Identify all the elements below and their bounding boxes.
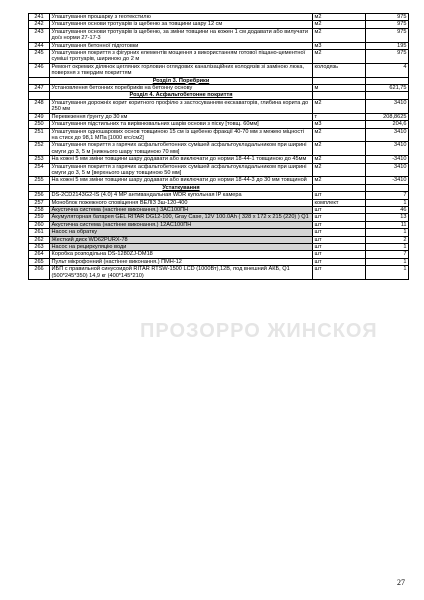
row-number-cell xyxy=(29,184,50,191)
table-row xyxy=(29,192,409,199)
quantity-cell: 975 xyxy=(366,21,409,28)
row-number-cell: 259 xyxy=(29,214,50,221)
unit-cell: м2 xyxy=(313,14,366,21)
row-number-cell: 265 xyxy=(29,258,50,265)
unit-cell xyxy=(313,184,366,191)
quantity-cell: 2 xyxy=(366,236,409,243)
table-row xyxy=(29,121,409,128)
description-cell: DS-2CD2143G2-IS (4.0) 4 MP антивандальная WDR купольная IP камера xyxy=(50,192,313,199)
table-row xyxy=(29,113,409,120)
row-number-cell: 252 xyxy=(29,142,50,156)
table-row xyxy=(29,266,409,280)
section-header-row xyxy=(29,77,409,84)
description-cell: На кожні 5 мм зміни товщини шару додавати або виключати до норми 18-44-3 до 30 мм товщиной xyxy=(50,177,313,184)
quantity-cell: -3410 xyxy=(366,177,409,184)
description-cell: Насос на обратку xyxy=(50,229,313,236)
row-number-cell: 248 xyxy=(29,99,50,113)
row-number-cell: 255 xyxy=(29,177,50,184)
unit-cell: м2 xyxy=(313,99,366,113)
row-number-cell: 260 xyxy=(29,221,50,228)
table-row xyxy=(29,99,409,113)
table-row xyxy=(29,28,409,42)
quantity-cell: 1 xyxy=(366,266,409,280)
quantity-cell: 1 xyxy=(366,199,409,206)
quantity-cell: 46 xyxy=(366,206,409,213)
quantity-cell: 975 xyxy=(366,14,409,21)
unit-cell: шт xyxy=(313,251,366,258)
quantity-cell xyxy=(366,184,409,191)
quantity-cell: 208,8625 xyxy=(366,113,409,120)
estimate-table xyxy=(28,13,409,280)
quantity-cell: 1 xyxy=(366,258,409,265)
unit-cell: м2 xyxy=(313,163,366,177)
quantity-cell: 975 xyxy=(366,50,409,64)
unit-cell: шт xyxy=(313,206,366,213)
unit-cell: колодязь xyxy=(313,63,366,77)
description-cell: Пульт мікрофонний (настінне виконання.) ПМН-12 xyxy=(50,258,313,265)
table-row xyxy=(29,14,409,21)
row-number-cell: 243 xyxy=(29,28,50,42)
description-cell: Улаштування покриття з гарячих асфальтобетонних сумішей асфальтоукладальником при ширині смуги до 3, 5 м [верхнього шару товщиною 50 мм] xyxy=(50,163,313,177)
unit-cell: м3 xyxy=(313,42,366,49)
quantity-cell: 195 xyxy=(366,42,409,49)
watermark: ПРОЗОРРО ЖИНСКОЯ xyxy=(140,320,378,342)
unit-cell xyxy=(313,92,366,99)
unit-cell: шт xyxy=(313,244,366,251)
unit-cell: м2 xyxy=(313,177,366,184)
row-number-cell: 245 xyxy=(29,50,50,64)
unit-cell: шт xyxy=(313,229,366,236)
quantity-cell: 3410 xyxy=(366,163,409,177)
row-number-cell: 258 xyxy=(29,206,50,213)
unit-cell xyxy=(313,77,366,84)
description-cell: Ремонт окремих ділянок цегляних горловин оглядових каналізаційних колодязів зі заміною люка, поверхня з твердим покриттям xyxy=(50,63,313,77)
description-cell: Установлення бетонних поребриків на бетонну основу xyxy=(50,85,313,92)
quantity-cell xyxy=(366,77,409,84)
table-row xyxy=(29,258,409,265)
table-row xyxy=(29,221,409,228)
quantity-cell: 204,6 xyxy=(366,121,409,128)
description-cell: Улаштування підстильних та вирівнювальних шарів основи з піску [товщ. 60мм] xyxy=(50,121,313,128)
table-row xyxy=(29,156,409,163)
description-cell: ИБП с правильной синусоидой RITAR RTSW-1500 LCD (1000Вт),12В, под внешний АКБ, Q1 (500*245*350) 14,9 кг (400*145*210) xyxy=(50,266,313,280)
description-cell: Акустична система (настінне виконання.) 3АС100ПН xyxy=(50,206,313,213)
unit-cell: т xyxy=(313,113,366,120)
table-row xyxy=(29,199,409,206)
table-row xyxy=(29,236,409,243)
table-row xyxy=(29,42,409,49)
table-row xyxy=(29,214,409,221)
unit-cell: м2 xyxy=(313,28,366,42)
unit-cell: м2 xyxy=(313,142,366,156)
quantity-cell: -3410 xyxy=(366,156,409,163)
quantity-cell: 3410 xyxy=(366,99,409,113)
row-number-cell: 262 xyxy=(29,236,50,243)
description-cell: Перевезення ґрунту до 30 км xyxy=(50,113,313,120)
unit-cell: шт xyxy=(313,192,366,199)
row-number-cell: 263 xyxy=(29,244,50,251)
table-row xyxy=(29,21,409,28)
description-cell: На кожні 5 мм зміни товщини шару додавати або виключати до норми 18-44-1 товщиною до 45мм xyxy=(50,156,313,163)
description-cell: Улаштування покриття з фігурних елементів мощення з використанням готової піщано-цементної суміші тротуарів, шириною до 2 м xyxy=(50,50,313,64)
row-number-cell: 254 xyxy=(29,163,50,177)
table-row xyxy=(29,177,409,184)
quantity-cell: 3410 xyxy=(366,142,409,156)
table-row xyxy=(29,85,409,92)
description-cell: Улаштування прошарку з геотекстилю xyxy=(50,14,313,21)
table-row xyxy=(29,142,409,156)
unit-cell: шт xyxy=(313,258,366,265)
table-row xyxy=(29,63,409,77)
unit-cell: шт xyxy=(313,236,366,243)
row-number-cell: 246 xyxy=(29,63,50,77)
row-number-cell xyxy=(29,92,50,99)
estimate-rows xyxy=(29,14,409,280)
unit-cell: комплект xyxy=(313,199,366,206)
unit-cell: м2 xyxy=(313,156,366,163)
unit-cell: м3 xyxy=(313,121,366,128)
row-number-cell: 253 xyxy=(29,156,50,163)
description-cell: Акумуляторная батарея GEL RITAR DG12-100, Gray Case, 12V 100.0Ah ( 328 x 172 x 215 (220) ) Q1 xyxy=(50,214,313,221)
quantity-cell xyxy=(366,92,409,99)
row-number-cell: 250 xyxy=(29,121,50,128)
quantity-cell: 975 xyxy=(366,28,409,42)
description-cell: Акустична система (настінне виконання.) 12АС100ПН xyxy=(50,221,313,228)
description-cell: Улаштування покриття з гарячих асфальтобетонних сумішей асфальтоукладальником при ширині смуги до 3, 5 м [нижнього шару товщиною 70 мм] xyxy=(50,142,313,156)
description-cell: Жесткий диск WD62PURX-78 xyxy=(50,236,313,243)
page-number: 27 xyxy=(397,578,405,587)
table-row xyxy=(29,128,409,142)
row-number-cell: 242 xyxy=(29,21,50,28)
quantity-cell: 11 xyxy=(366,221,409,228)
description-cell: Коробка розподільна DS-1280ZJ-DM18 xyxy=(50,251,313,258)
section-header-row xyxy=(29,92,409,99)
unit-cell: м2 xyxy=(313,21,366,28)
unit-cell: м xyxy=(313,85,366,92)
row-number-cell: 249 xyxy=(29,113,50,120)
description-cell: Розділ 4. Асфальтобетонне покриття xyxy=(50,92,313,99)
row-number-cell: 264 xyxy=(29,251,50,258)
quantity-cell: 4 xyxy=(366,63,409,77)
description-cell: Улаштування дорожніх корит коритного профілю з застосуванням екскаваторів, глибина корита до 250 мм xyxy=(50,99,313,113)
table-row xyxy=(29,229,409,236)
quantity-cell: 621,75 xyxy=(366,85,409,92)
row-number-cell: 261 xyxy=(29,229,50,236)
unit-cell: шт xyxy=(313,221,366,228)
table-row xyxy=(29,50,409,64)
row-number-cell: 244 xyxy=(29,42,50,49)
row-number-cell: 257 xyxy=(29,199,50,206)
row-number-cell: 256 xyxy=(29,192,50,199)
quantity-cell: 1 xyxy=(366,244,409,251)
quantity-cell: 1 xyxy=(366,229,409,236)
section-header-row xyxy=(29,184,409,191)
description-cell: Устаткування xyxy=(50,184,313,191)
row-number-cell: 241 xyxy=(29,14,50,21)
table-row xyxy=(29,251,409,258)
quantity-cell: 7 xyxy=(366,251,409,258)
unit-cell: м2 xyxy=(313,128,366,142)
table-row xyxy=(29,206,409,213)
unit-cell: м2 xyxy=(313,50,366,64)
row-number-cell: 247 xyxy=(29,85,50,92)
description-cell: Улаштування основи тротуарів із щебеню за товщини шару 12 см xyxy=(50,21,313,28)
description-cell: Улаштування бетонної підготовки xyxy=(50,42,313,49)
quantity-cell: 13 xyxy=(366,214,409,221)
description-cell: Улаштування основи тротуарів із щебеню, за зміни товщини на кожен 1 см додавати або вилучати до/з норми 27-17-3 xyxy=(50,28,313,42)
description-cell: Насос на рециркуляцію води xyxy=(50,244,313,251)
row-number-cell: 266 xyxy=(29,266,50,280)
description-cell: Розділ 3. Поребрики xyxy=(50,77,313,84)
description-cell: Улаштування одношарових основ товщиною 15 см із щебеню фракції 40-70 мм з межею міцності на стиск до 98,1 МПа [1000 кгс/см2] xyxy=(50,128,313,142)
unit-cell: шт xyxy=(313,214,366,221)
quantity-cell: 7 xyxy=(366,192,409,199)
table-row xyxy=(29,163,409,177)
quantity-cell: 3410 xyxy=(366,128,409,142)
row-number-cell xyxy=(29,77,50,84)
table-row xyxy=(29,244,409,251)
description-cell: Моноблок пожежного сповіщення ВЕЛІЗ 3ш-120-400 xyxy=(50,199,313,206)
estimate-sheet xyxy=(28,13,408,280)
unit-cell: шт xyxy=(313,266,366,280)
row-number-cell: 251 xyxy=(29,128,50,142)
